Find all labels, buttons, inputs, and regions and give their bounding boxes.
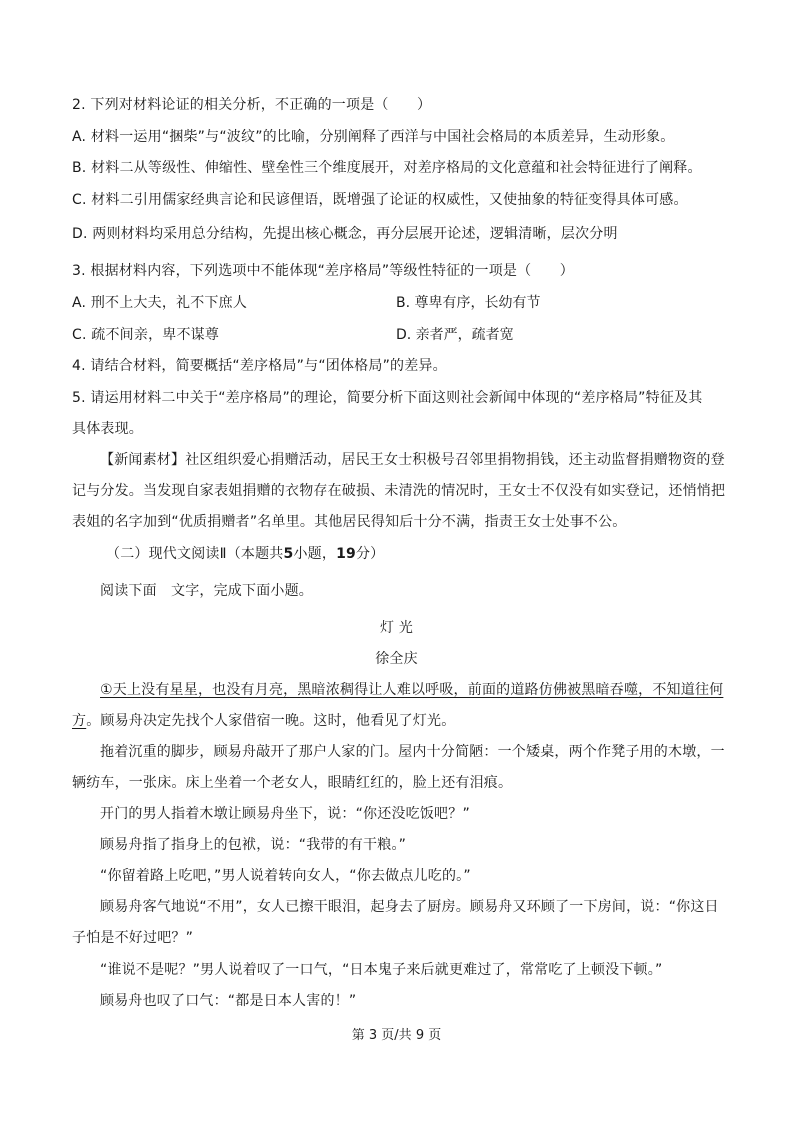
q4-stem: 4. 请结合材料，简要概括“差序格局”与“团体格局”的差异。 [72,358,447,374]
story-p1-line2-text: 。顾易舟决定先找个人家借宿一晚。这时，他看见了灯光。 [86,713,456,729]
q2-option-c: C. 材料二引用儒家经典言论和民谚俚语，既增强了论证的权威性，又使抽象的特征变得具体可感。 [72,192,688,208]
reading-instruction: 阅读下面 文字，完成下面小题。 [100,583,313,599]
story-p1-line1: ①天上没有星星，也没有月亮，黑暗浓稠得让人难以呼吸，前面的道路仿佛被黑暗吞噬，不知道往何 [100,682,724,698]
section-heading: （二）现代文阅读Ⅱ（本题共5小题，19分） [106,546,385,562]
story-author: 徐全庆 [375,651,418,667]
story-p2-line1: 拖着沉重的脚步，顾易舟敲开了那户人家的门。屋内十分简陋：一个矮桌，两个作凳子用的木墩，一 [100,744,725,760]
q3-option-d: D. 亲者严，疏者宽 [396,327,514,343]
story-title: 灯 光 [379,620,414,636]
story-p4: 顾易舟指了指身上的包袱，说：“我带的有干粮。” [100,837,407,853]
story-p3: 开门的男人指着木墩让顾易舟坐下，说：“你还没吃饭吧？” [100,806,470,822]
story-p2-line2: 辆纺车，一张床。床上坐着一个老女人，眼睛红红的，脸上还有泪痕。 [72,775,513,791]
q3-stem: 3. 根据材料内容，下列选项中不能体现“差序格局”等级性特征的一项是（ ） [72,263,574,279]
q2-option-a: A. 材料一运用“捆柴”与“波纹”的比喻，分别阐释了西洋与中国社会格局的本质差异，生动形象。 [72,129,675,145]
story-p8: 顾易舟也叹了口气：“都是日本人害的！” [100,993,357,1009]
news-line3: 表姐的名字加到“优质捐赠者”名单里。其他居民得知后十分不满，指责王女士处事不公。 [72,514,627,530]
story-p6-line2: 子怕是不好过吧？” [72,930,194,946]
news-line1: 【新闻素材】社区组织爱心捐赠活动，居民王女士积极号召邻里捐物捐钱，还主动监督捐赠物资的登 [100,452,725,468]
news-line2: 记与分发。当发现自家表姐捐赠的衣物存在破损、未清洗的情况时，王女士不仅没有如实登记，还悄悄把 [72,483,726,499]
q2-option-b: B. 材料二从等级性、伸缩性、壁垒性三个维度展开，对差序格局的文化意蕴和社会特征进行了阐释。 [72,160,702,176]
q2-option-d: D. 两则材料均采用总分结构，先提出核心概念，再分层展开论述，逻辑清晰，层次分明 [72,226,618,242]
story-p7: “谁说不是呢？”男人说着叹了一口气，“日本鬼子来后就更难过了，常常吃了上顿没下顿。” [100,962,663,978]
page-footer: 第 3 页/共 9 页 [351,1028,442,1043]
story-p6-line1: 顾易舟客气地说“不用”，女人已擦干眼泪，起身去了厨房。顾易舟又环顾了一下房间，说：“你这日 [100,899,719,915]
q3-option-c: C. 疏不间亲，卑不谋尊 [72,327,220,343]
story-p1-line2 [72,711,722,731]
q5-stem-line2: 具体表现。 [72,421,143,437]
q5-stem-line1: 5. 请运用材料二中关于“差序格局”的理论，简要分析下面这则社会新闻中体现的“差序格局”特征及其 [72,390,703,406]
q3-option-b: B. 尊卑有序，长幼有节 [396,295,541,311]
story-p1-line2-underlined: 方 [72,713,87,729]
story-p5: “你留着路上吃吧，”男人说着转向女人，“你去做点儿吃的。” [100,868,471,884]
q3-option-a: A. 刑不上大夫，礼不下庶人 [72,295,248,311]
q2-stem: 2. 下列对材料论证的相关分析，不正确的一项是（ ） [72,97,432,113]
